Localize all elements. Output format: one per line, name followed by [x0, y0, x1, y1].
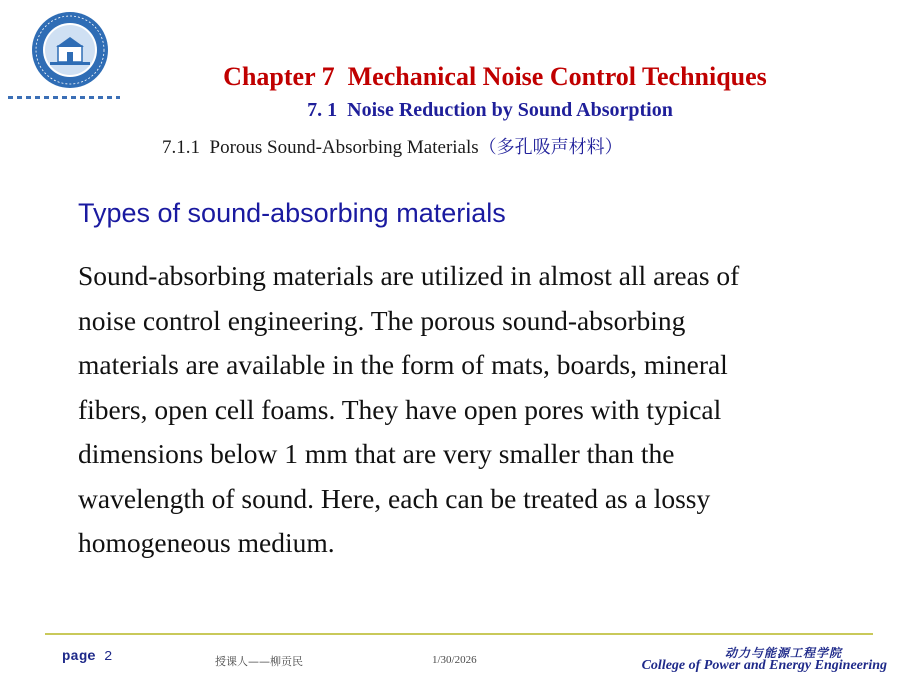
footer-divider — [45, 633, 873, 635]
page-label: page — [62, 649, 96, 665]
paragraph-line: noise control engineering. The porous sound-absorbing — [78, 304, 686, 336]
subsection-title-cn: （多孔吸声材料） — [478, 137, 623, 158]
lecturer-credit: 授课人——柳贡民 — [215, 655, 303, 668]
page-number: 2 — [104, 649, 113, 665]
content-heading: Types of sound-absorbing materials — [78, 198, 506, 228]
college-name-en: College of Power and Energy Engineering — [641, 658, 887, 673]
paragraph-line: materials are available in the form of mats, boards, mineral — [78, 349, 728, 380]
page-indicator — [62, 649, 112, 665]
subsection-title — [162, 133, 623, 159]
paragraph-line: fibers, open cell foams. They have open pores with typical — [78, 393, 722, 425]
chapter-title: Chapter 7 Mechanical Noise Control Techniques — [223, 62, 767, 91]
college-name-cn: 动力与能源工程学院 — [724, 646, 842, 660]
slide-date: 1/30/2026 — [432, 654, 477, 666]
subsection-title-en: 7.1.1 Porous Sound-Absorbing Materials — [162, 137, 479, 158]
paragraph-line: dimensions below 1 mm that are very smaller than the — [78, 438, 675, 469]
paragraph-line: homogeneous medium. — [78, 527, 335, 558]
paragraph-line: Sound-absorbing materials are utilized in almost all areas of — [78, 260, 740, 291]
paragraph-line: wavelength of sound. Here, each can be treated as a lossy — [78, 482, 711, 514]
section-title: 7. 1 Noise Reduction by Sound Absorption — [307, 99, 673, 121]
body-paragraph — [78, 254, 848, 566]
